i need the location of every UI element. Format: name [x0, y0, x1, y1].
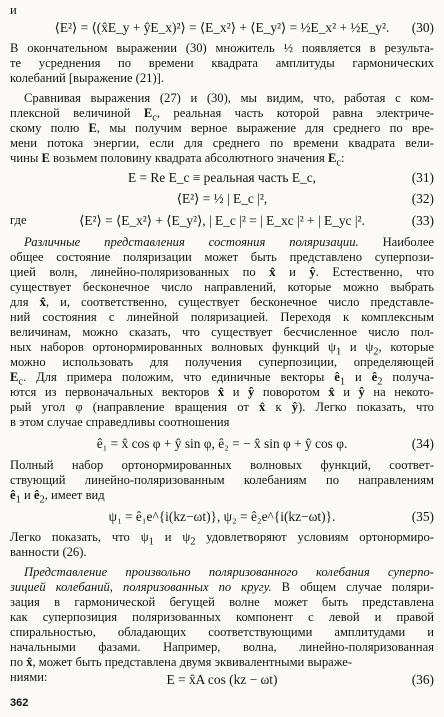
line: зация в гармонической бегущей волне может быть представлена [10, 595, 434, 609]
line: в этом случае справедливы соотношения [10, 415, 230, 429]
line: как суперпозиция поляризованных компонент с левой и правой [10, 610, 434, 624]
line: для x̂, и, соответственно, существует бесконечное число представле- [10, 295, 434, 309]
line: В окончательном выражении (30) множитель ½ появляется в результа- [10, 41, 434, 55]
line: плексной величиной $E_c$, реальная часть которой равна электриче- [10, 106, 434, 124]
line: ных наборов ортонормированных волновых функций $\psi_1$ и $\psi_2$, которые [10, 340, 434, 358]
line: ются из первоначальных векторов x̂ и ŷ поворотом x̂ и ŷ на некото- [10, 385, 434, 399]
line: ванности (26). [10, 545, 87, 559]
line: существует бесконечное число направлений, которые можно выбрать [10, 280, 434, 294]
line: мени потока энергии, если для среднего по времени квадрата вели- [10, 136, 434, 150]
section-2-title-line: Представление произвольно поляризованного колебания суперпо- [24, 565, 434, 579]
line: начальными фазами. Например, волна, линейно-поляризованная [10, 640, 434, 654]
line: $ê_1$ и $ê_2$, имеет вид [10, 488, 105, 506]
line: рый угол φ (направление вращения от x̂ к ŷ). Легко показать, что [10, 400, 434, 414]
line: Легко показать, что $\psi_1$ и $\psi_2$ удовлетворяют условиям ортонормиро- [10, 530, 434, 548]
equation-35: ψ₁ = ê₁e^{i(kz−ωt)}, ψ₂ = ê₂e^{i(kz−ωt)}. (35) [108, 509, 434, 524]
line: Полный набор ортонормированных волновых функций, соответ- [10, 458, 434, 472]
line: ний состояния с линейной поляризацией. Переходя к комплексным [10, 310, 434, 324]
line: ниями: [10, 670, 48, 684]
line: величинам, можно сказать, что существует бесчисленное число пол- [10, 325, 434, 339]
line: те усреднения по времени квадрата амплитуды гармонических [10, 56, 434, 70]
page-number: 362 [10, 697, 29, 709]
line: зицией колебаний, поляризованных по кругу. В общем случае поляри- [10, 580, 434, 594]
equation-36: E = x̂A cos (kz − ωt) (36) [166, 672, 434, 687]
line: чины E возьмем половину квадрата абсолютного значения $E_c$: [10, 151, 345, 169]
equation-32: ⟨E²⟩ = ½ | E_c |², (32) [176, 191, 434, 206]
line: $E_c$. Для примера положим, что единичные векторы $ê_1$ и $ê_2$ получа- [10, 370, 434, 388]
top-word: и [10, 3, 17, 17]
section-1-title: Различные представления состояния поляризации. [24, 235, 359, 249]
equation-34: ê₁ = x̂ cos φ + ŷ sin φ, ê₂ = − x̂ sin φ + ŷ cos φ. (34) [96, 436, 434, 451]
line: можно использовать для получения суперпозиции, определяющей [10, 355, 434, 369]
line: ствующий линейно-поляризованным колебаниям по направлениям [10, 473, 434, 487]
line: по x̂, может быть представлена двумя эквивалентными выраже- [10, 655, 353, 669]
equation-31: E = Re E_c ≡ реальная часть E_c, (31) [127, 170, 434, 185]
equation-33: где ⟨E²⟩ = ⟨E_x²⟩ + ⟨E_y²⟩, | E_c |² = | E_xc |² + | E_yc |². (33) [10, 213, 434, 228]
line: Различные представления состояния поляризации. Наиболее [24, 235, 434, 249]
line: спиральностью, обладающих соответствующими амплитудами и [10, 625, 434, 639]
equation-30: ⟨E²⟩ = ⟨(x̂E_y + ŷE_x)²⟩ = ⟨E_x²⟩ + ⟨E_y²⟩ = ½E_x² + ½E_y². (30) [54, 20, 434, 35]
line: колебаний [выражение (21)]. [10, 71, 165, 85]
line: Сравнивая выражения (27) и (30), мы видим, что, работая с ком- [24, 91, 434, 105]
line: общее состояние поляризации может быть представлено суперпози- [10, 250, 434, 264]
line: скому полю E, мы получим верное выражение для среднего по вре- [10, 121, 434, 135]
line: цией волн, линейно-поляризованных по x̂ и ŷ. Естественно, что [10, 265, 434, 279]
